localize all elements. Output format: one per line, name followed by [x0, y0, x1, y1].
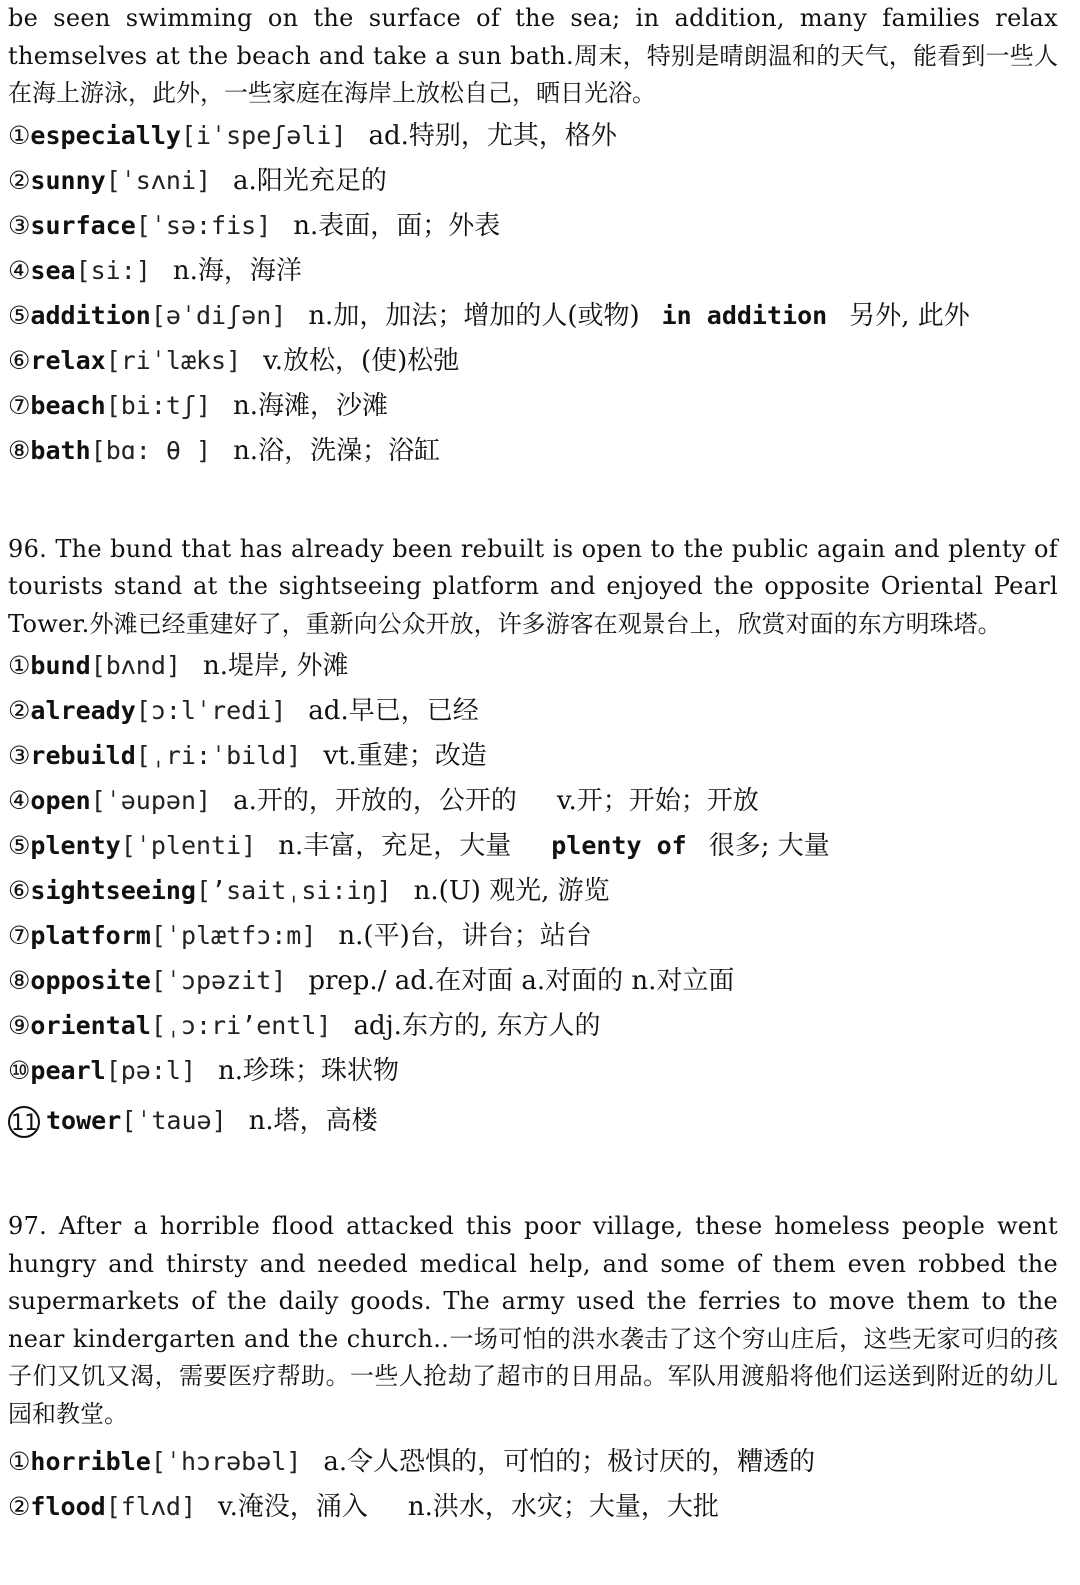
pronunciation: [flʌd]: [105, 1492, 196, 1521]
definition: n.浴，洗澡；浴缸: [233, 435, 441, 466]
sentence-95-en: be seen swimming on the surface of the sea; in addition, many families relax themselves at the beach and take a sun bath.: [8, 4, 1058, 70]
definition: v.放松，(使)松弛: [263, 345, 460, 376]
item-number: ③: [8, 741, 31, 770]
item-number: ②: [8, 1492, 31, 1521]
vocab-word: sightseeing: [30, 876, 196, 905]
pronunciation: [riˈlæks]: [105, 345, 242, 375]
definition: prep./ ad.在对面 a.对面的 n.对立面: [308, 966, 735, 996]
vocab-word: sunny: [30, 165, 106, 195]
sentence-97-zh: 一场可怕的洪水袭击了这个穷山庄后，这些无家可归的孩子们又饥又渴，需要医疗帮助。一些人抢劫了超市的日用品。军队用渡船将他们运送到附近的幼儿园和教堂。: [8, 1324, 1058, 1428]
item-number: ②: [8, 165, 31, 195]
vocab-item: [8, 1003, 1058, 1048]
vocab-item: [8, 1439, 1058, 1484]
item-number: ⑨: [8, 1011, 31, 1040]
phrase-definition: 很多; 大量: [708, 831, 830, 861]
definition-alt: v.开；开始；开放: [556, 786, 759, 816]
item-number: ⑤: [8, 831, 31, 860]
pronunciation: [ˈtauə]: [121, 1106, 227, 1135]
vocab-item: [8, 428, 1058, 473]
pronunciation: [bʌnd]: [90, 651, 181, 680]
pronunciation: [ˌri:ˈbild]: [135, 741, 302, 770]
vocab-item: [8, 868, 1058, 913]
vocab-word: sea: [30, 255, 76, 285]
item-number: ⑧: [8, 435, 31, 465]
definition: n.堤岸, 外滩: [202, 651, 349, 681]
definition: a.开的，开放的，公开的: [233, 786, 517, 816]
vocab-item: [8, 1093, 1058, 1148]
vocab-word: open: [30, 786, 91, 815]
vocab-word: beach: [30, 390, 106, 420]
vocab-item: [8, 1484, 1058, 1529]
vocab-list-96: [8, 643, 1058, 1148]
pronunciation: [ˈhɔrəbəl]: [150, 1447, 302, 1476]
pronunciation: [ˈsə:fis]: [135, 210, 272, 240]
document-page: [8, 0, 1058, 1529]
vocab-item: [8, 248, 1058, 293]
definition-alt: n.洪水，水灾；大量，大批: [407, 1492, 719, 1522]
sentence-96: [8, 531, 1058, 644]
pronunciation: [ɔ:lˈredi]: [135, 696, 287, 725]
phrase-definition: 另外, 此外: [849, 300, 970, 331]
pronunciation: [’saitˌsi:iŋ]: [196, 876, 392, 905]
pronunciation: [ˈplætfɔ:m]: [150, 921, 317, 950]
pronunciation: [ˌɔ:ri’entl]: [150, 1011, 332, 1040]
item-number: ⑦: [8, 921, 31, 950]
pronunciation: [iˈspeʃəli]: [180, 120, 347, 150]
vocab-item: [8, 383, 1058, 428]
pronunciation: [si:]: [75, 255, 151, 285]
vocab-word: surface: [30, 210, 136, 240]
vocab-word: already: [30, 696, 136, 725]
vocab-word: platform: [30, 921, 151, 950]
vocab-item: [8, 643, 1058, 688]
item-number: ②: [8, 696, 31, 725]
definition: v.淹没，涌入: [218, 1492, 368, 1522]
vocab-word: addition: [30, 300, 151, 330]
vocab-word: oriental: [30, 1011, 151, 1040]
pronunciation: [ˈsʌni]: [105, 165, 212, 195]
definition: n.海滩，沙滩: [233, 390, 389, 421]
sentence-96-zh: 外滩已经重建好了，重新向公众开放，许多游客在观景台上，欣赏对面的东方明珠塔。: [89, 609, 1002, 638]
definition: ad.早已，已经: [308, 696, 479, 726]
vocab-item: [8, 733, 1058, 778]
item-number: ⑤: [8, 300, 31, 330]
vocab-item: [8, 338, 1058, 383]
vocab-word: bath: [30, 435, 91, 465]
sentence-96-en: 96. The bund that has already been rebuilt is open to the public again and plenty of tourists stand at the sightseeing platform and enjoyed the opposite Oriental Pearl Tower.: [8, 534, 1058, 638]
item-number: ①: [8, 651, 31, 680]
vocab-item: [8, 913, 1058, 958]
vocab-item: [8, 203, 1058, 248]
vocab-item: [8, 158, 1058, 203]
vocab-word: flood: [30, 1492, 106, 1521]
item-number: ③: [8, 210, 31, 240]
section-spacer: [8, 1148, 1058, 1208]
vocab-word: pearl: [30, 1056, 106, 1085]
vocab-list-97: [8, 1439, 1058, 1529]
pronunciation: [ˈəupən]: [90, 786, 212, 815]
pronunciation: [pə:l]: [105, 1056, 196, 1085]
vocab-item: [8, 688, 1058, 733]
definition: n.塔，高楼: [248, 1106, 378, 1136]
vocab-word: bund: [30, 651, 91, 680]
definition: n.珍珠；珠状物: [218, 1056, 400, 1086]
pronunciation: [ˈplenti]: [120, 831, 257, 860]
vocab-item: [8, 293, 1058, 338]
vocab-word: plenty: [30, 831, 121, 860]
item-number: ④: [8, 786, 31, 815]
vocab-item: [8, 823, 1058, 868]
vocab-word: especially: [30, 120, 181, 150]
vocab-word: rebuild: [30, 741, 136, 770]
pronunciation: [ˈɔpəzit]: [150, 966, 287, 995]
item-number: ⑧: [8, 966, 31, 995]
sentence-97-en: 97. After a horrible flood attacked this poor village, these homeless people went hungry and thirsty and needed medical help, and some of them even robbed the supermarkets of the daily goods. The army used the ferries to move them to the near kindergarten and the church..: [8, 1212, 1058, 1353]
vocab-item: [8, 958, 1058, 1003]
definition: n.(平)台，讲台；站台: [338, 921, 592, 951]
phrase: plenty of: [551, 831, 687, 860]
item-number: ①: [8, 1447, 31, 1476]
vocab-item: [8, 113, 1058, 158]
vocab-list-95: [8, 113, 1058, 473]
definition: n.海，海洋: [172, 255, 302, 286]
item-number: ④: [8, 255, 31, 285]
vocab-item: [8, 778, 1058, 823]
vocab-word: opposite: [30, 966, 151, 995]
definition: n.(U) 观光, 游览: [413, 876, 610, 906]
definition: a.令人恐惧的，可怕的；极讨厌的，糟透的: [323, 1447, 816, 1477]
item-number: ⑥: [8, 876, 31, 905]
item-number: 11: [8, 1106, 40, 1138]
vocab-word: relax: [30, 345, 106, 375]
section-spacer: [8, 473, 1058, 531]
sentence-95-zh: 周末，特别是晴朗温和的天气，能看到一些人在海上游泳，此外，一些家庭在海岸上放松自己，晒日光浴。: [8, 41, 1059, 107]
definition: ad.特别，尤其，格外: [368, 120, 617, 151]
vocab-word: tower: [46, 1106, 122, 1135]
item-number: ①: [8, 120, 31, 150]
item-number: ⑩: [8, 1056, 31, 1085]
item-number: ⑦: [8, 390, 31, 420]
definition: a.阳光充足的: [233, 165, 387, 196]
vocab-word: horrible: [30, 1447, 151, 1476]
definition: n.加，加法；增加的人(或物): [308, 300, 640, 331]
vocab-item: [8, 1048, 1058, 1093]
pronunciation: [əˈdiʃən]: [150, 300, 287, 330]
item-number: ⑥: [8, 345, 31, 375]
pronunciation: [bɑ: θ ]: [90, 435, 212, 465]
definition: n.表面，面；外表: [293, 210, 501, 241]
pronunciation: [bi:tʃ]: [105, 390, 212, 420]
definition: n.丰富，充足，大量: [278, 831, 512, 861]
definition: vt.重建；改造: [323, 741, 487, 771]
sentence-95: [8, 0, 1058, 113]
definition: adj.东方的, 东方人的: [353, 1011, 601, 1041]
sentence-97: [8, 1208, 1058, 1433]
phrase: in addition: [661, 300, 828, 330]
